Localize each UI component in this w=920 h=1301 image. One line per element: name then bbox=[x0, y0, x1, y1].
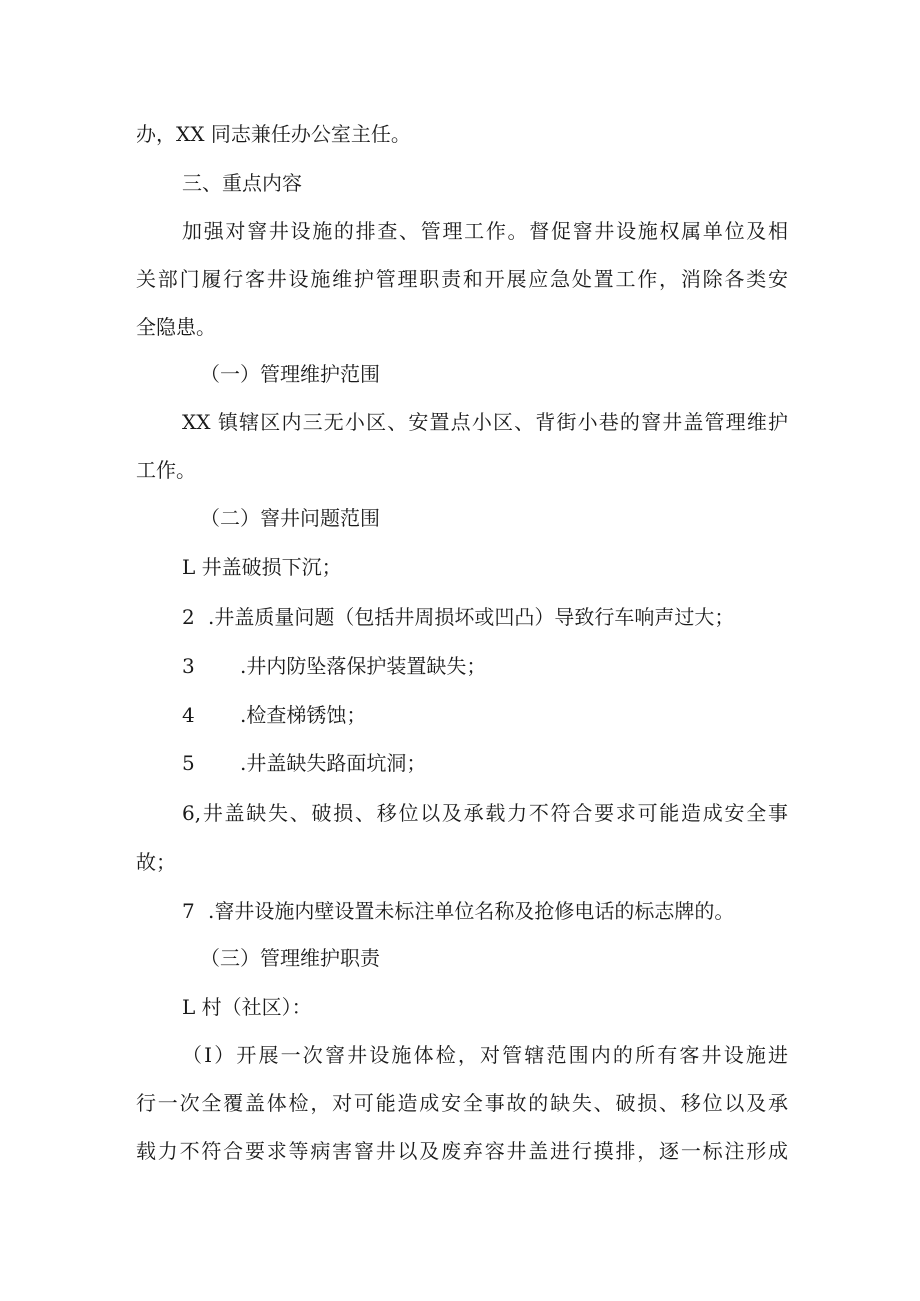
list-item bbox=[182, 751, 426, 775]
text-line: 办，XX 同志兼任办公室主任。 bbox=[136, 122, 411, 146]
list-number: 4 bbox=[182, 703, 195, 727]
list-item: 6,井盖缺失、破损、移位以及承载力不符合要求可能造成安全事 bbox=[182, 801, 788, 825]
list-number: 5 bbox=[182, 751, 195, 775]
subsection-heading: （三）管理维护职责 bbox=[200, 946, 380, 970]
paragraph-line: 关部门履行客井设施维护管理职责和开展应急处置工作，消除各类安 bbox=[136, 267, 788, 291]
subsection-heading: （二）窨井问题范围 bbox=[200, 506, 380, 530]
list-text: .井盖质量问题（包括井周损坏或凹凸）导致行车响声过大； bbox=[208, 605, 735, 629]
list-item bbox=[182, 605, 734, 629]
list-text: .井内防坠落保护装置缺失； bbox=[240, 654, 487, 678]
paragraph-line: 工作。 bbox=[136, 458, 196, 482]
paragraph-line: 行一次全覆盖体检，对可能造成安全事故的缺失、破损、移位以及承 bbox=[136, 1091, 788, 1115]
list-number: 2 bbox=[182, 605, 195, 629]
list-item bbox=[182, 899, 734, 923]
list-text: .窨井设施内壁设置未标注单位名称及抢修电话的标志牌的。 bbox=[208, 899, 735, 923]
list-number: 7 bbox=[182, 899, 195, 923]
list-item bbox=[182, 703, 366, 727]
paragraph-line: XX 镇辖区内三无小区、安置点小区、背街小巷的窨井盖管理维护 bbox=[182, 410, 788, 434]
paragraph-line: 载力不符合要求等病害窨井以及废弃容井盖进行摸排，逐一标注形成 bbox=[136, 1139, 788, 1163]
list-number: 3 bbox=[182, 654, 195, 678]
list-item-continuation: 故； bbox=[136, 850, 176, 874]
paragraph-line: （I）开展一次窨井设施体检，对管辖范围内的所有客井设施进 bbox=[182, 1043, 788, 1067]
list-item bbox=[182, 654, 486, 678]
section-heading: 三、重点内容 bbox=[182, 171, 302, 195]
paragraph-line: 全隐患。 bbox=[136, 315, 216, 339]
text-line: L 村（社区）： bbox=[182, 995, 312, 1019]
list-text: .检查梯锈蚀； bbox=[240, 703, 367, 727]
list-text: .井盖缺失路面坑洞； bbox=[240, 751, 427, 775]
list-item: L 井盖破损下沉； bbox=[182, 555, 342, 579]
subsection-heading: （一）管理维护范围 bbox=[200, 362, 380, 386]
paragraph-line: 加强对窨井设施的排查、管理工作。督促窨井设施权属单位及相 bbox=[182, 219, 788, 243]
